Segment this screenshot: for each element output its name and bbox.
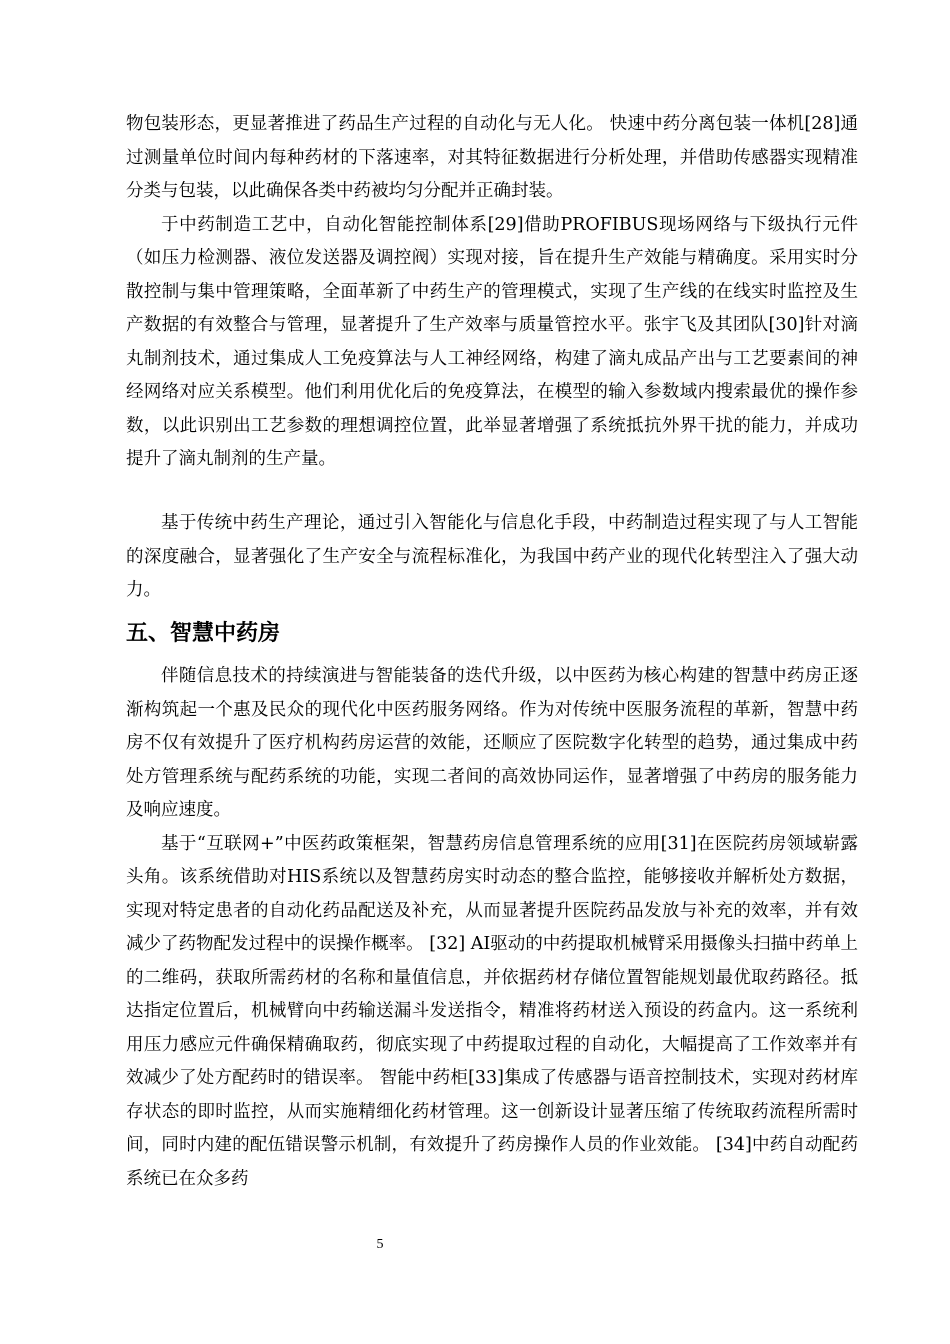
paragraph-smart-pharmacy-systems: 基于“互联网+”中医药政策框架，智慧药房信息管理系统的应用[31]在医院药房领域崭露头角。该系统借助对HIS系统以及智慧药房实时动态的整合监控，能够接收并解析处方数据，实现对特定患者的自动化药品配送及补充，从而显著提升医院药品发放与补充的效率，并有效减少了药物配发过程中的误操作概率。 [32] AI驱动的中药提取机械臂采用摄像头扫描中药单上的二维码，获取所需药材的名称和量值信息，并依据药材存储位置智能规划最优取药路径。抵达指定位置后，机械臂向中药输送漏斗发送指令，精准将药材送入预设的药盒内。这一系统利用压力感应元件确保精确取药，彻底实现了中药提取过程的自动化，大幅提高了工作效率并有效减少了处方配药时的错误率。 智能中药柜[33]集成了传感器与语音控制技术，实现对药材库存状态的即时监控，从而实施精细化药材管理。这一创新设计显著压缩了传统取药流程所需时间，同时内建的配伍错误警示机制，有效提升了药房操作人员的作业效能。 [34]中药自动配药系统已在众多药	[126, 833, 858, 1189]
paragraph-automation-control: 于中药制造工艺中，自动化智能控制体系[29]借助PROFIBUS现场网络与下级执行元件（如压力检测器、液位发送器及调控阀）实现对接，旨在提升生产效能与精确度。采用实时分散控制与集中管理策略，全面革新了中药生产的管理模式，实现了生产线的在线实时监控及生产数据的有效整合与管理，显著提升了生产效率与质量管控水平。张宇飞及其团队[30]针对滴丸制剂技术，通过集成人工免疫算法与人工神经网络，构建了滴丸成品产出与工艺要素间的神经网络对应关系模型。他们利用优化后的免疫算法，在模型的输入参数域内搜索最优的操作参数，以此识别出工艺参数的理想调控位置，此举显著增强了系统抵抗外界干扰的能力，并成功提升了滴丸制剂的生产量。	[126, 214, 858, 469]
page-number: 5	[376, 1237, 384, 1252]
paragraph-packaging: 物包装形态，更显著推进了药品生产过程的自动化与无人化。 快速中药分离包装一体机[28]通过测量单位时间内每种药材的下落速率，对其特征数据进行分析处理，并借助传感器实现精准分类与包装，以此确保各类中药被均匀分配并正确封装。	[126, 114, 858, 201]
body-text-summary	[126, 507, 858, 608]
paragraph-smart-pharmacy-intro: 伴随信息技术的持续演进与智能装备的迭代升级，以中医药为核心构建的智慧中药房正逐渐构筑起一个惠及民众的现代化中医药服务网络。作为对传统中医服务流程的革新，智慧中药房不仅有效提升了医疗机构药房运营的效能，还顺应了医院数字化转型的趋势，通过集成中药处方管理系统与配药系统的功能，实现二者间的高效协同运作，显著增强了中药房的服务能力及响应速度。	[126, 666, 858, 820]
body-text-section	[126, 660, 858, 1196]
body-text-top	[126, 108, 858, 477]
section-heading: 五、智慧中药房	[126, 621, 281, 646]
paragraph-summary: 基于传统中药生产理论，通过引入智能化与信息化手段，中药制造过程实现了与人工智能的深度融合，显著强化了生产安全与流程标准化，为我国中药产业的现代化转型注入了强大动力。	[126, 513, 858, 600]
